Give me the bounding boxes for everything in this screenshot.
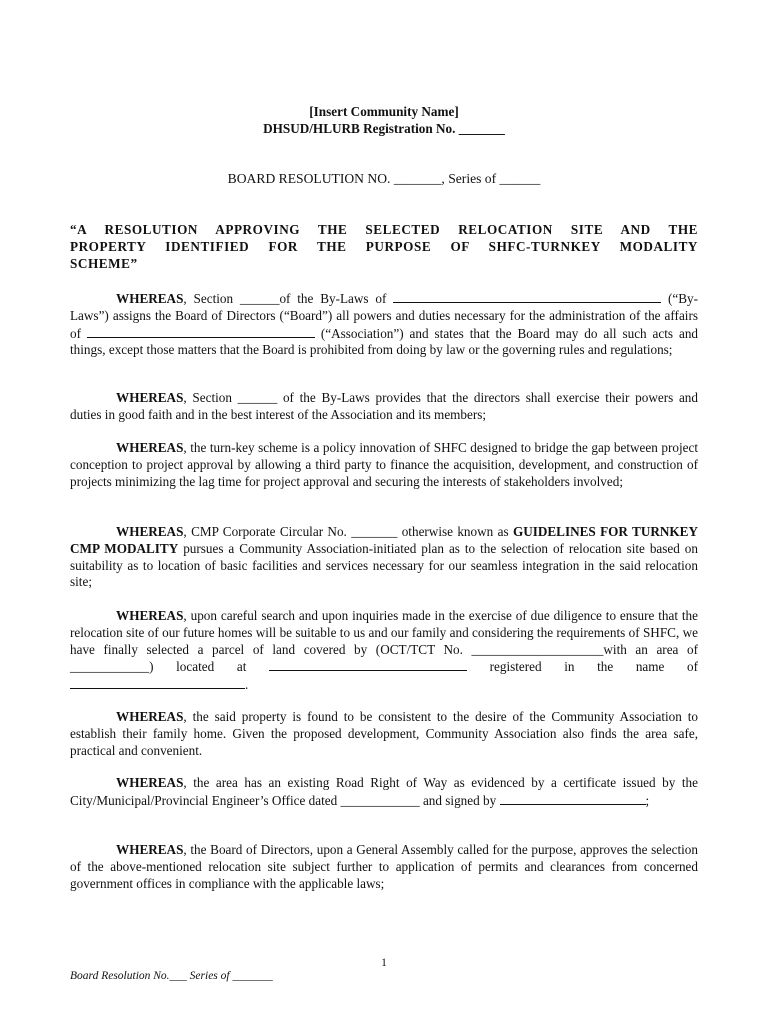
- whereas-keyword: WHEREAS: [116, 608, 184, 623]
- resolution-title-line-3: SCHEME”: [70, 256, 138, 271]
- guidelines-title: GUIDELINES FOR TURNKEY CMP MODALITY: [70, 524, 699, 556]
- blank-association-name: [393, 290, 661, 303]
- blank-signed-by: [500, 792, 646, 805]
- community-name: [Insert Community Name]: [309, 104, 459, 119]
- whereas-paragraph-2: WHEREAS, Section ______ of the By-Laws provides that the directors shall exercise their powers and duties in good faith and in the best interest of the Association and its members;: [70, 390, 698, 422]
- whereas-keyword: WHEREAS: [116, 524, 184, 539]
- whereas-paragraph-3: WHEREAS, the turn-key scheme is a policy innovation of SHFC designed to bridge the gap between project conception to project approval by allowing a third party to finance the acquisition, development, and construction of projects minimizing the lag time for project approval and securing the interests of stakeholders involved;: [70, 440, 698, 489]
- whereas-paragraph-6: WHEREAS, the said property is found to be consistent to the desire of the Community Association to establish their family home. Given the proposed development, Community Association also finds the area safe, practical and convenient.: [70, 709, 698, 758]
- whereas-keyword: WHEREAS: [116, 440, 184, 455]
- registration-number: DHSUD/HLURB Registration No. _______: [263, 121, 505, 136]
- whereas-paragraph-4: WHEREAS, CMP Corporate Circular No. _______ otherwise known as GUIDELINES FOR TURNKEY CMP MODALITY pursues a Community Association-initiated plan as to the selection of relocation site based on suitability as to location of basic facilities and services necessary for our seamless integration in the said relocation site;: [70, 524, 699, 590]
- footer-label: Board Resolution No.___ Series of _______: [70, 970, 273, 982]
- whereas-paragraph-7: WHEREAS, the area has an existing Road Right of Way as evidenced by a certificate issued by the City/Municipal/Provincial Engineer’s Office dated ____________ and signed by ;: [70, 775, 698, 808]
- resolution-title-line-1: “A RESOLUTION APPROVING THE SELECTED RELOCATION SITE AND THE: [70, 222, 698, 237]
- whereas-keyword: WHEREAS: [116, 390, 184, 405]
- blank-location: [269, 658, 467, 671]
- page-number: 1: [381, 957, 387, 969]
- whereas-paragraph-1: WHEREAS, Section ______of the By-Laws of (“By-Laws”) assigns the Board of Directors (“Board”) all powers and duties necessary for the administration of the affairs of (“Association”) and states that the Board may do all such acts and things, except those matters that the Board is prohibited from doing by law or the governing rules and regulations;: [70, 291, 699, 358]
- whereas-paragraph-5: WHEREAS, upon careful search and upon inquiries made in the exercise of due diligence to ensure that the relocation site of our future homes will be suitable to us and our family and considering the requirements of SHFC, we have finally selected a parcel of land covered by (OCT/TCT No. ____________________with an area of ____________) located at registered in the name of .: [70, 608, 699, 693]
- whereas-keyword: WHEREAS: [116, 842, 184, 857]
- resolution-title-line-2: PROPERTY IDENTIFIED FOR THE PURPOSE OF SHFC-TURNKEY MODALITY: [70, 239, 698, 254]
- whereas-keyword: WHEREAS: [116, 291, 184, 306]
- whereas-paragraph-8: WHEREAS, the Board of Directors, upon a General Assembly called for the purpose, approves the selection of the above-mentioned relocation site subject further to application of permits and clearances from concerned government offices in compliance with the applicable laws;: [70, 842, 698, 891]
- blank-affairs-of: [87, 325, 315, 338]
- whereas-keyword: WHEREAS: [116, 775, 184, 790]
- board-resolution-number: BOARD RESOLUTION NO. _______, Series of ______: [227, 171, 541, 186]
- blank-registered-owner: [70, 676, 245, 689]
- whereas-keyword: WHEREAS: [116, 709, 184, 724]
